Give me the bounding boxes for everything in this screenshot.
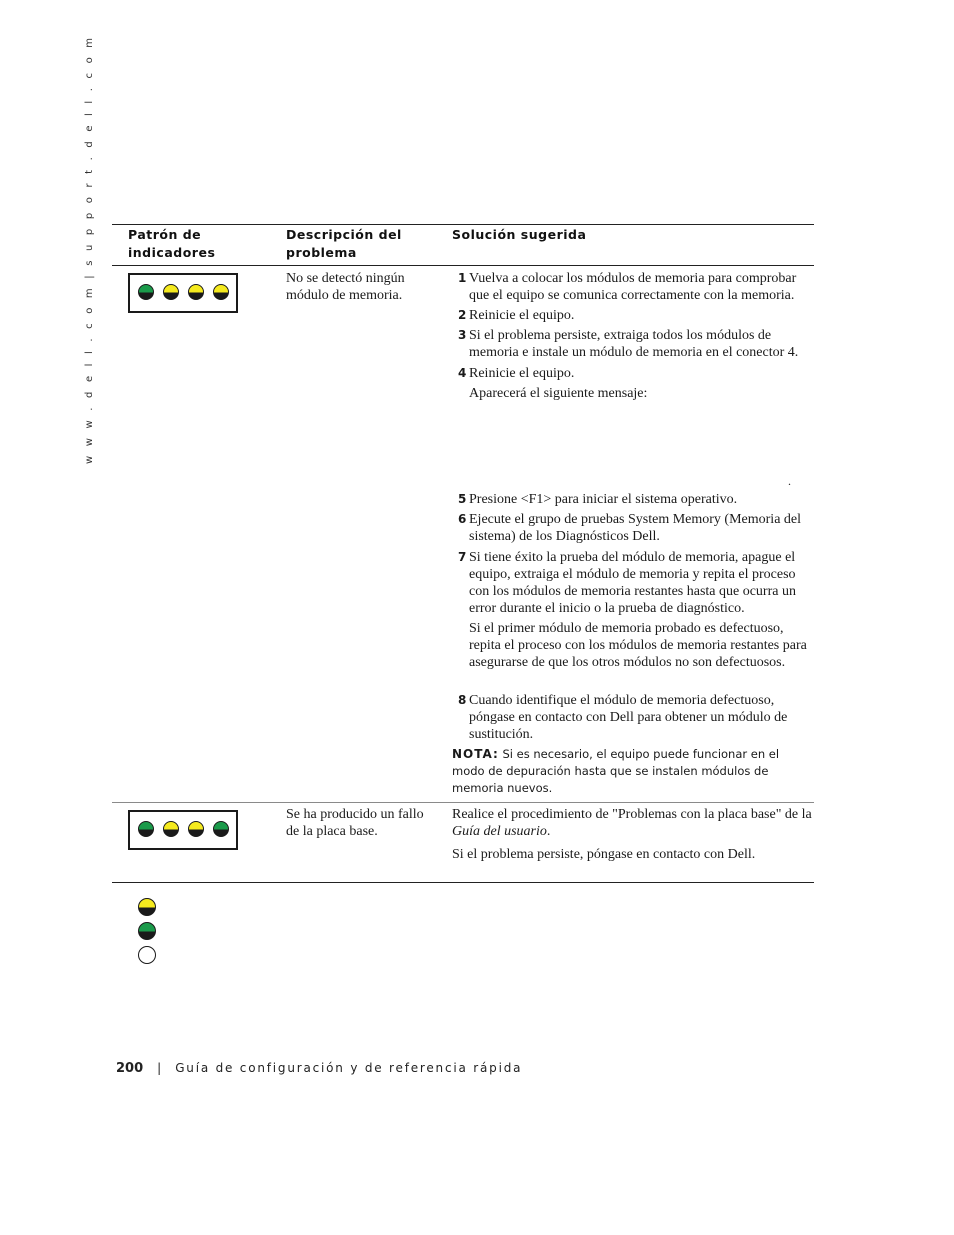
led-indicator-3 bbox=[188, 821, 204, 837]
led-indicator-2 bbox=[163, 821, 179, 837]
table-top-rule bbox=[112, 224, 814, 225]
note bbox=[452, 746, 814, 797]
side-url: w w w . d e l l . c o m | s u p p o r t . d e l l . c o m bbox=[84, 34, 95, 464]
led-indicator-4 bbox=[213, 284, 229, 300]
user-guide-title: Guía del usuario bbox=[452, 824, 547, 839]
row-divider bbox=[112, 802, 814, 803]
step-7: 7 Si tiene éxito la prueba del módulo de memoria, apague el equipo, extraiga el módulo de memoria y repita el proceso con los módulos de memoria restantes hasta que ocurra un error durante el inicio o la prueba de diagnóstico. bbox=[458, 550, 796, 616]
step-6: 6 Ejecute el grupo de pruebas System Memory (Memoria del sistema) de los Diagnósticos Dell. bbox=[458, 512, 802, 544]
step-1: 1 Vuelva a colocar los módulos de memoria para comprobar que el equipo se comunica correctamente con la memoria. bbox=[458, 271, 797, 303]
message-period: . bbox=[788, 474, 791, 488]
led-panel-row1 bbox=[128, 273, 238, 313]
step-4: 4 Reinicie el equipo. bbox=[458, 366, 575, 381]
step-2: 2 Reinicie el equipo. bbox=[458, 308, 575, 323]
led-indicator-4 bbox=[213, 821, 229, 837]
led-indicator-1 bbox=[138, 821, 154, 837]
step-3: 3 Si el problema persiste, extraiga todos los módulos de memoria e instale un módulo de memoria en el conector 4. bbox=[458, 328, 799, 360]
step-8: 8 Cuando identifique el módulo de memoria defectuoso, póngase en contacto con Dell para obtener un módulo de sustitución. bbox=[458, 693, 788, 742]
step-5: 5 Presione <F1> para iniciar el sistema operativo. bbox=[458, 492, 738, 507]
header-description: Descripción del problema bbox=[286, 227, 402, 260]
legend-yellow-led bbox=[138, 898, 156, 916]
footer bbox=[116, 1061, 522, 1076]
table-header-rule bbox=[112, 265, 814, 266]
header-solution: Solución sugerida bbox=[452, 227, 587, 242]
legend-off-led bbox=[138, 946, 156, 964]
page-number: 200 bbox=[116, 1061, 144, 1076]
step-4-message-intro: Aparecerá el siguiente mensaje: bbox=[469, 386, 648, 401]
row1-description: No se detectó ningún módulo de memoria. bbox=[286, 271, 405, 303]
table-bottom-rule bbox=[112, 882, 814, 883]
row2-solution: Realice el procedimiento de "Problemas con la placa base" de la Guía del usuario. bbox=[452, 807, 812, 839]
legend-green-led bbox=[138, 922, 156, 940]
row2-description: Se ha producido un fallo de la placa base. bbox=[286, 807, 424, 839]
note-text: Si es necesario, el equipo puede funcionar en el modo de depuración hasta que se instalen módulos de memoria nuevos. bbox=[452, 747, 780, 795]
footer-separator: | bbox=[157, 1061, 162, 1075]
row2-solution-followup: Si el problema persiste, póngase en contacto con Dell. bbox=[452, 847, 756, 862]
led-indicator-2 bbox=[163, 284, 179, 300]
header-pattern: Patrón de indicadores bbox=[128, 227, 216, 260]
led-panel-row2 bbox=[128, 810, 238, 850]
led-indicator-3 bbox=[188, 284, 204, 300]
step-7-followup: Si el primer módulo de memoria probado es defectuoso, repita el proceso con los módulos de memoria restantes para asegurarse de que los otros módulos no son defectuosos. bbox=[469, 621, 807, 670]
footer-title: Guía de configuración y de referencia rápida bbox=[175, 1061, 523, 1075]
led-indicator-1 bbox=[138, 284, 154, 300]
note-label: NOTA: bbox=[452, 747, 499, 761]
